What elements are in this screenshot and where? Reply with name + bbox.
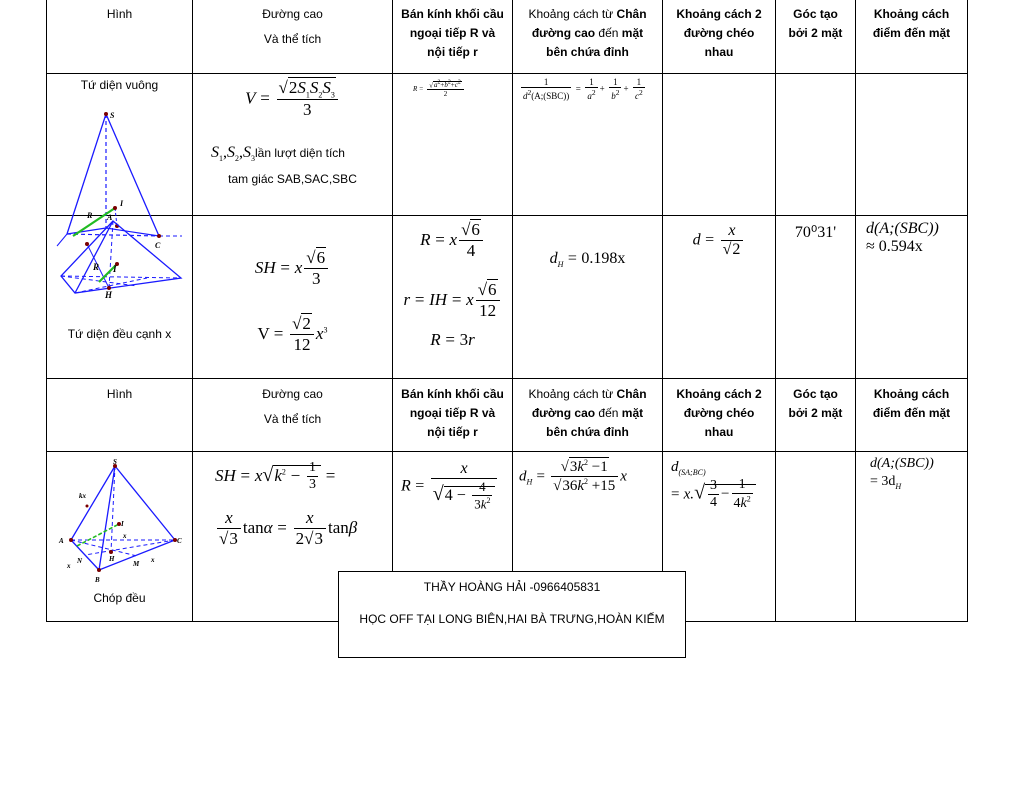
formula-radius-right: R = $\frac{√a^2+b^2+c^2}{2}$ bbox=[413, 80, 466, 98]
label-s-chop: S bbox=[113, 458, 117, 466]
label-h-chop: H bbox=[109, 555, 115, 563]
header-row-2 bbox=[47, 379, 968, 452]
formula-dh-regular: $d_H = 0.198x$ bbox=[549, 250, 626, 270]
header-goc-tao: Góc tạo bởi 2 mặt bbox=[788, 7, 843, 40]
label-x-3: x bbox=[123, 532, 127, 540]
label-a: A bbox=[107, 213, 113, 222]
header2-ban-kinh: Bán kính khối cầu ngoại tiếp R và nội tiếp r bbox=[401, 387, 504, 439]
header2-khoang-cach-2: Khoảng cách 2 đường chéo nhau bbox=[676, 387, 762, 439]
header2-hinh: Hình bbox=[106, 387, 133, 401]
formula-volume-right: V = $\frac{√2S_1S_2S_3}{3}$ bbox=[193, 78, 392, 120]
formula-tan-pyramid: $\frac{x}{√3}$ tanα = $\frac{x}{2√3}$ tanβ bbox=[219, 508, 358, 548]
label-c-chop: C bbox=[177, 537, 182, 545]
formula-r-3r: R = 3r bbox=[430, 330, 475, 349]
header-duong-cao: Đường cao Và thể tích bbox=[262, 7, 323, 46]
formula-height-regular: SH = x $\frac{√6}{3}$ bbox=[193, 248, 392, 289]
label-x-1: x bbox=[67, 562, 71, 570]
header-khoang-cach-2: Khoảng cách 2 đường chéo nhau bbox=[676, 7, 762, 59]
header-hinh: Hình bbox=[106, 7, 133, 21]
point-plane-distance-regular: d(A;(SBC)) ≈ 0.594x bbox=[866, 220, 939, 255]
header-khoang-cach-chan: Khoảng cách từ Chân đường cao đến mặt bên chứa đỉnh bbox=[528, 7, 647, 59]
contact-line-1: THẦY HOÀNG HẢI -0966405831 bbox=[423, 580, 601, 594]
header-ban-kinh: Bán kính khối cầu ngoại tiếp R và nội tiếp r bbox=[401, 7, 504, 59]
label-c: C bbox=[155, 241, 161, 250]
figure-regular-pyramid bbox=[47, 454, 193, 589]
formula-distance-right: $\frac{1}{d^2(A;(SBC))}$ = $\frac{1}{a^2}$ + $\frac{1}{b^2}$ + $\frac{1}{c^2}$ bbox=[523, 77, 643, 101]
formula-inradius-regular: r = IH = x $\frac{√6}{12}$ bbox=[393, 280, 512, 321]
header-kc-diem: Khoảng cách điểm đến mặt bbox=[872, 7, 951, 40]
dihedral-angle: 70⁰31' bbox=[794, 224, 837, 241]
row-tu-dien-vuong bbox=[47, 74, 968, 216]
formula-circumradius-regular: R = x $\frac{√6}{4}$ bbox=[393, 220, 512, 261]
caption-tu-dien-deu: Tứ diện đều cạnh x bbox=[67, 327, 172, 341]
label-n-chop: N bbox=[77, 557, 83, 565]
formula-dh-pyramid: $d_H$ = $\frac{√3k^2 -1}{√36k^2 +15}$ x bbox=[519, 458, 627, 494]
label-r-deu: R bbox=[93, 262, 100, 272]
contact-note-box bbox=[338, 571, 686, 658]
header-row bbox=[47, 0, 968, 74]
formula-volume-regular: V = $\frac{√2}{12}$ $x^3$ bbox=[257, 314, 328, 354]
formula-height-pyramid: SH = $x√k^2$ − $\frac{1}{3}$ = bbox=[215, 460, 336, 492]
formula-skew-distance-pyramid: $d_{(SA;BC)}$ = x.√ $\frac{3}{4}$ − $\frac{1}{4k^2}$ bbox=[671, 458, 756, 512]
label-h-deu: H bbox=[105, 290, 113, 300]
label-a-chop: A bbox=[59, 537, 64, 545]
formula-skew-distance-regular: d = $\frac{x}{√2}$ bbox=[663, 222, 775, 259]
caption-chop-deu: Chóp đều bbox=[93, 591, 146, 605]
figure-tetrahedron-right bbox=[47, 96, 193, 250]
contact-line-2: HỌC OFF TẠI LONG BIÊN,HAI BÀ TRƯNG,HOÀN KIẾM bbox=[359, 612, 665, 626]
header2-duong-cao: Đường cao Và thể tích bbox=[262, 387, 323, 426]
point-plane-distance-pyramid: d(A;(SBC)) = $3d_H$ bbox=[870, 456, 934, 491]
note-triangles: tam giác SAB,SAC,SBC bbox=[228, 172, 357, 186]
formula-s123: $S_1,S_2,S_3lần$ lượt diện tích bbox=[211, 144, 345, 164]
caption-tu-dien-vuong: Tứ diện vuông bbox=[80, 78, 159, 92]
label-m-chop: M bbox=[133, 560, 140, 568]
header2-goc-tao: Góc tạo bởi 2 mặt bbox=[788, 387, 843, 420]
formula-circumradius-pyramid: R = x √4 − $\frac{4}{3k^2}$ bbox=[401, 460, 499, 512]
label-x-2: x bbox=[151, 556, 155, 564]
label-s: S bbox=[110, 111, 115, 120]
label-b-chop: B bbox=[95, 576, 100, 584]
label-i-deu: I bbox=[113, 264, 117, 274]
label-r: R bbox=[87, 211, 93, 220]
label-i: I bbox=[120, 199, 124, 208]
row-tu-dien-deu bbox=[47, 216, 968, 379]
label-kx: kx bbox=[79, 492, 86, 500]
figure-regular-tetrahedron bbox=[47, 216, 193, 316]
label-i-chop: I bbox=[121, 520, 124, 528]
header2-kc-diem: Khoảng cách điểm đến mặt bbox=[872, 387, 951, 420]
formula-table bbox=[46, 0, 968, 622]
header2-khoang-cach-chan: Khoảng cách từ Chân đường cao đến mặt bên chứa đỉnh bbox=[528, 387, 647, 439]
formula-sheet bbox=[46, 0, 967, 622]
